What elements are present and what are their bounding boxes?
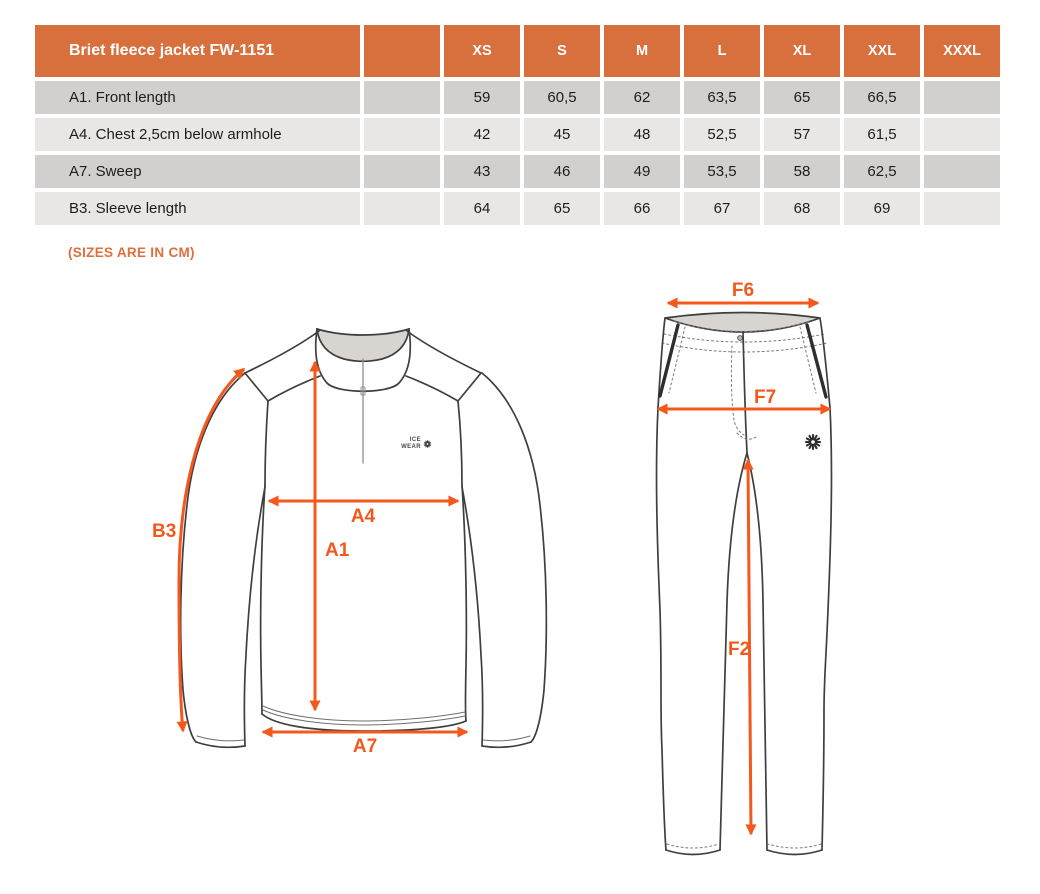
size-chart-table (31, 21, 1004, 229)
measure-label-a4: A4 (350, 506, 376, 527)
waist-inner (665, 313, 820, 333)
size-cell: 43 (444, 155, 520, 188)
size-cell (924, 192, 1000, 225)
size-chart-header-row (35, 25, 1000, 77)
size-header-xl: XL (764, 25, 840, 77)
row-label-cell: A1. Front length (35, 81, 360, 114)
logo-text-ice: ICE (409, 437, 421, 443)
spacer-cell (364, 192, 440, 225)
size-cell: 59 (444, 81, 520, 114)
spacer-cell (364, 25, 440, 77)
size-cell: 65 (524, 192, 600, 225)
row-label-cell: B3. Sleeve length (35, 192, 360, 225)
size-header-l: L (684, 25, 760, 77)
size-cell: 62,5 (844, 155, 920, 188)
table-row-sweep (35, 155, 1000, 188)
size-cell: 52,5 (684, 118, 760, 151)
size-cell: 68 (764, 192, 840, 225)
size-cell (924, 118, 1000, 151)
measure-label-a1: A1 (325, 540, 350, 561)
size-cell: 58 (764, 155, 840, 188)
snowflake-icon (424, 441, 430, 447)
sizes-unit-note: (SIZES ARE IN CM) (68, 245, 195, 260)
size-cell: 66,5 (844, 81, 920, 114)
logo-text-wear: WEAR (401, 444, 421, 450)
size-cell: 60,5 (524, 81, 600, 114)
size-cell: 63,5 (684, 81, 760, 114)
size-cell (924, 81, 1000, 114)
measure-label-f7: F7 (754, 387, 777, 408)
spacer-cell (364, 155, 440, 188)
size-cell: 46 (524, 155, 600, 188)
jacket-drawing (130, 295, 570, 765)
measure-label-b3: B3 (152, 521, 177, 542)
waist-button (738, 336, 743, 341)
measure-label-f2: F2 (728, 639, 751, 660)
size-cell: 57 (764, 118, 840, 151)
table-row-front-length (35, 81, 1000, 114)
icewear-logo (401, 437, 431, 450)
size-cell: 53,5 (684, 155, 760, 188)
size-header-xxxl: XXXL (924, 25, 1000, 77)
size-cell: 65 (764, 81, 840, 114)
row-label-cell: A7. Sweep (35, 155, 360, 188)
row-label-cell: A4. Chest 2,5cm below armhole (35, 118, 360, 151)
spacer-cell (364, 81, 440, 114)
product-title: Briet fleece jacket FW-1151 (35, 25, 360, 77)
size-cell: 64 (444, 192, 520, 225)
measure-label-f6: F6 (731, 280, 755, 301)
pants-drawing (610, 280, 910, 872)
snowflake-icon (806, 435, 820, 449)
size-cell: 48 (604, 118, 680, 151)
size-header-s: S (524, 25, 600, 77)
table-row-sleeve-length (35, 192, 1000, 225)
size-cell: 61,5 (844, 118, 920, 151)
size-header-m: M (604, 25, 680, 77)
measure-arrow-b3 (179, 369, 244, 731)
size-header-xs: XS (444, 25, 520, 77)
size-cell: 66 (604, 192, 680, 225)
pants-outline (657, 313, 832, 855)
fly-center-seam (743, 332, 747, 452)
size-header-xxl: XXL (844, 25, 920, 77)
size-cell: 67 (684, 192, 760, 225)
size-cell: 42 (444, 118, 520, 151)
collar-inner (317, 329, 409, 361)
size-cell: 69 (844, 192, 920, 225)
size-cell: 62 (604, 81, 680, 114)
size-cell: 45 (524, 118, 600, 151)
size-cell (924, 155, 1000, 188)
jacket-outline (181, 329, 547, 747)
spacer-cell (364, 118, 440, 151)
measure-label-a7: A7 (352, 736, 378, 757)
table-row-chest (35, 118, 1000, 151)
size-cell: 49 (604, 155, 680, 188)
